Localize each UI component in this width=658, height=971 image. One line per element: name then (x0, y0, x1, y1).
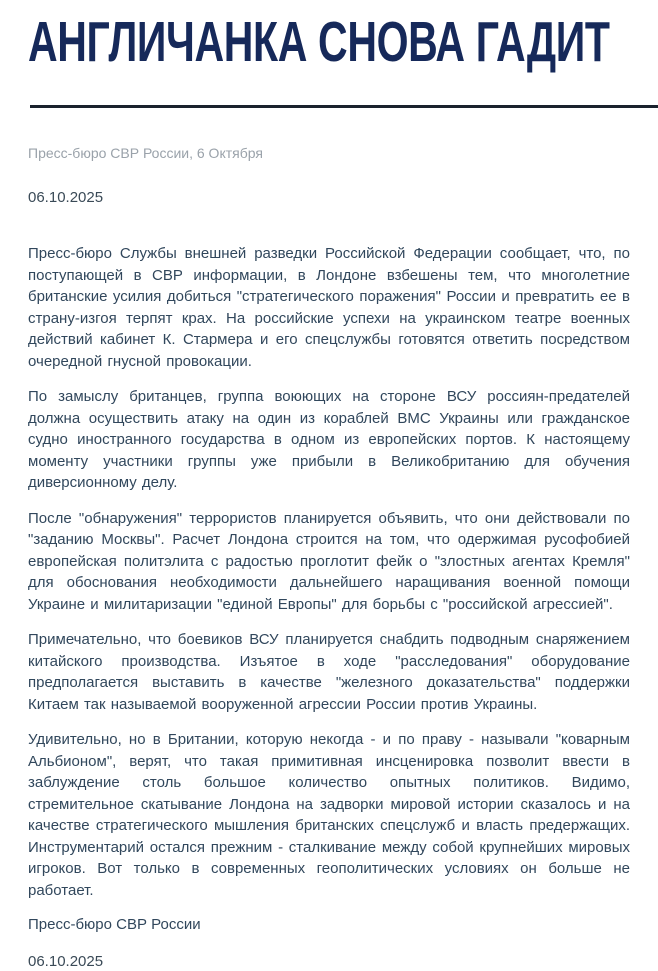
paragraph: По замыслу британцев, группа воюющих на стороне ВСУ россиян-предателей должна осуществить атаку на один из кораблей ВМС Украины или гражданское судно иностранного государства в одном из европейских портов. К настоящему моменту участники группы уже прибыли в Великобританию для обучения диверсионному делу. (28, 388, 630, 491)
paragraph: Примечательно, что боевиков ВСУ планируется снабдить подводным снаряжением китайского производства. Изъятое в ходе "расследования" оборудование предполагается выставить в качестве "железного доказательства" поддержки Китаем так называемой вооруженной агрессии России против Украины. (28, 631, 630, 713)
footer-signature: Пресс-бюро СВР России (28, 916, 201, 933)
paragraph: После "обнаружения" террористов планируется объявить, что они действовали по "заданию Москвы". Расчет Лондона строится на том, что одержимая русофобией европейская политэлита с радостью проглотит фейк о "злостных агентах Кремля" для обоснования необходимости дальнейшего наращивания военной помощи Украине и милитаризации "единой Европы" для борьбы с "российской агрессией". (28, 509, 630, 613)
page-title: АНГЛИЧАНКА СНОВА ГАДИТ (28, 10, 610, 74)
publish-date: 06.10.2025 (28, 189, 104, 206)
footer-date: 06.10.2025 (28, 953, 104, 970)
paragraph: Удивительно, но в Британии, которую некогда - и по праву - называли "коварным Альбионом", верят, что такая примитивная инсценировка позволит ввести в заблуждение столь большое количество опытных политиков. Видимо, стремительное скатывание Лондона на задворки мировой истории сказалось и на качестве стратегического мышления британских спецслужб и власть предержащих. Инструментарий остался прежним - сталкивание между собой крупнейших мировых игроков. Вот только в современных геополитических условиях он больше не работает. (28, 731, 630, 899)
title-divider (30, 105, 658, 108)
article-byline: Пресс-бюро СВР России, 6 Октября (28, 145, 263, 161)
article-body (28, 243, 630, 901)
paragraph: Пресс-бюро Службы внешней разведки Российской Федерации сообщает, что, по поступающей в СВР информации, в Лондоне взбешены тем, что многолетние британские усилия добиться "стратегического поражения" России и превратить ее в страну-изгоя терпят крах. На российские успехи на украинском театре военных действий кабинет К. Стармера и его спецслужбы готовятся ответить посредством очередной гнусной провокации. (28, 245, 630, 370)
